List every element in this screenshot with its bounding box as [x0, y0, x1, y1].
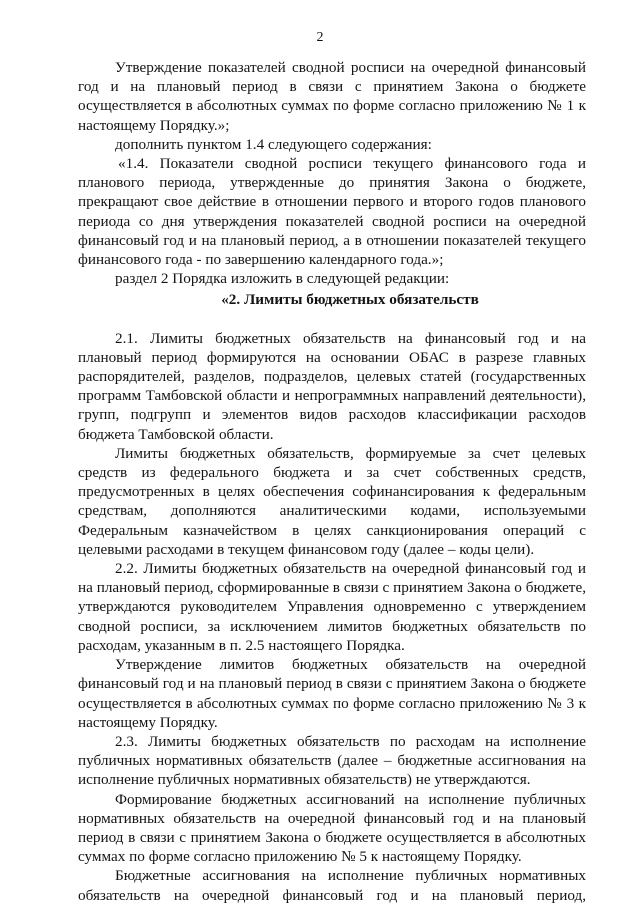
- paragraph-2-1: 2.1. Лимиты бюджетных обязательств на финансовый год и на плановый период формируются на основании ОБАС в разрезе главных распорядителей, разделов, подразделов, целевых статей (государственных программ Тамбовской области и непрограммных направлений деятельности), групп, подгрупп и элементов видов расходов классификации расходов бюджета Тамбовской области.: [78, 329, 586, 443]
- paragraph-allocations-continued: Бюджетные ассигнования на исполнение публичных нормативных обязательств на очередной финансовый год и на плановый период,: [78, 867, 586, 904]
- paragraph-formation-allocations: Формирование бюджетных ассигнований на исполнение публичных нормативных обязательств на очередной финансовый год и на плановый период в связи с принятием Закона о бюджете осуществляется в абсолютных суммах по форме согласно приложению № 5 к настоящему Порядку.: [78, 790, 586, 866]
- document-body: [78, 58, 586, 905]
- paragraph-approval-limits: Утверждение лимитов бюджетных обязательств на очередной финансовый год и на плановый период в связи с принятием Закона о бюджете осуществляется в абсолютных суммах по форме согласно приложению № 3 к настоящему Порядку.: [78, 656, 586, 731]
- paragraph-2-3: 2.3. Лимиты бюджетных обязательств по расходам на исполнение публичных нормативных обязательств (далее – бюджетные ассигнования на исполнение публичных нормативных обязательств) не утверждаются.: [78, 732, 586, 789]
- paragraph-target-codes: Лимиты бюджетных обязательств, формируемые за счет целевых средств из федерального бюджета и за счет собственных средств, предусмотренных в целях обеспечения софинансирования к федеральным средствам, дополняются аналитическими кодами, используемыми Федеральным казначейством в целях санкционирования операций с целевыми расходами в текущем финансовом году (далее – коды цели).: [78, 444, 586, 558]
- paragraph-2-2: 2.2. Лимиты бюджетных обязательств на очередной финансовый год и на плановый период, сформированные в связи с принятием Закона о бюджете, утверждаются руководителем Управления одновременно с утверждением сводной росписи, за исключением лимитов бюджетных обязательств по расходам, указанным в п. 2.5 настоящего Порядка.: [78, 560, 586, 654]
- paragraph-section-2-intro: раздел 2 Порядка изложить в следующей редакции:: [115, 270, 450, 288]
- section-heading: «2. Лимиты бюджетных обязательств: [221, 291, 479, 309]
- page-number: 2: [316, 30, 324, 45]
- paragraph-item-1-4: «1.4. Показатели сводной росписи текущего финансового года и планового периода, утвержденные до принятия Закона о бюджете, прекращают свое действие в отношении первого и второго годов планового периода со дня утверждения показателей сводной росписи на очередной финансовый год и на плановый период, а в отношении показателей текущего финансового года - по завершению календарного года.»;: [78, 155, 586, 269]
- paragraph-add-item-1-4: дополнить пунктом 1.4 следующего содержания:: [115, 135, 432, 153]
- paragraph-approval-indicators: Утверждение показателей сводной росписи на очередной финансовый год и на плановый период в связи с принятием Закона о бюджете осуществляется в абсолютных суммах по форме согласно приложению № 1 к настоящему Порядку.»;: [78, 59, 586, 134]
